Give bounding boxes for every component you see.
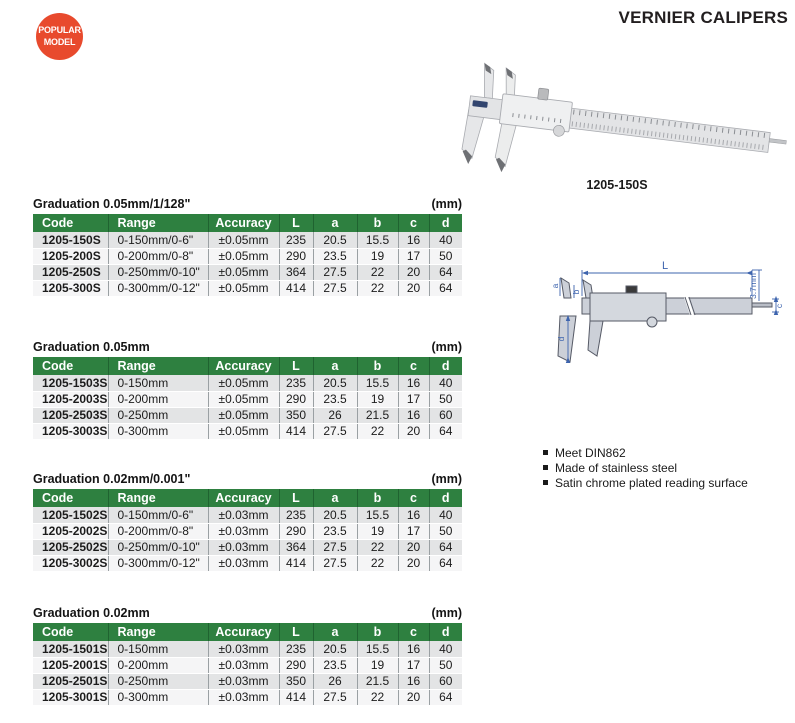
value-cell: 364 [279,264,313,280]
code-cell: 1205-3001S [33,689,108,705]
column-header-accuracy: Accuracy [208,214,279,232]
value-cell: 16 [398,375,429,391]
value-cell: 16 [398,232,429,248]
table-row [33,391,462,407]
value-cell: ±0.03mm [208,523,279,539]
value-cell: 27.5 [313,280,357,296]
dim-label-l: L [661,260,669,272]
column-header-b: b [357,623,398,641]
value-cell: ±0.03mm [208,657,279,673]
value-cell: 16 [398,507,429,523]
value-cell: 21.5 [357,673,398,689]
code-cell: 1205-3002S [33,555,108,571]
value-cell: ±0.05mm [208,232,279,248]
value-cell: 27.5 [313,689,357,705]
value-cell: 0-150mm [108,375,208,391]
feature-item [543,476,748,491]
value-cell: 64 [429,280,462,296]
value-cell: 414 [279,280,313,296]
spec-table-block [33,606,462,706]
table-title: Graduation 0.02mm [33,606,150,620]
value-cell: 21.5 [357,407,398,423]
table-title-row [33,472,462,486]
unit-label: (mm) [431,472,462,486]
table-row [33,423,462,439]
value-cell: 15.5 [357,641,398,657]
column-header-range: Range [108,623,208,641]
column-header-code: Code [33,623,108,641]
value-cell: 15.5 [357,232,398,248]
column-header-b: b [357,489,398,507]
column-header-a: a [313,489,357,507]
value-cell: 19 [357,523,398,539]
feature-text: Satin chrome plated reading surface [555,476,748,490]
value-cell: 0-200mm [108,657,208,673]
value-cell: 22 [357,555,398,571]
value-cell: 23.5 [313,657,357,673]
spec-table-block [33,197,462,297]
code-cell: 1205-1503S [33,375,108,391]
square-bullet-icon [543,465,548,470]
lock-screw [538,88,549,100]
value-cell: ±0.05mm [208,248,279,264]
value-cell: 0-250mm [108,407,208,423]
table-title-row [33,197,462,211]
table-row [33,507,462,523]
value-cell: 40 [429,232,462,248]
code-cell: 1205-1502S [33,507,108,523]
value-cell: 17 [398,523,429,539]
unit-label: (mm) [431,197,462,211]
column-header-code: Code [33,357,108,375]
value-cell: 0-250mm [108,673,208,689]
column-header-code: Code [33,214,108,232]
value-cell: 50 [429,248,462,264]
header-row [33,489,462,507]
column-header-c: c [398,357,429,375]
column-header-code: Code [33,489,108,507]
feature-text: Meet DIN862 [555,446,626,460]
column-header-accuracy: Accuracy [208,623,279,641]
value-cell: ±0.03mm [208,689,279,705]
caliper-body [460,62,792,178]
code-cell: 1205-2503S [33,407,108,423]
value-cell: 22 [357,539,398,555]
value-cell: 235 [279,375,313,391]
badge-line2: MODEL [43,36,76,47]
column-header-accuracy: Accuracy [208,357,279,375]
header-row [33,623,462,641]
value-cell: 0-300mm/0-12" [108,280,208,296]
column-header-b: b [357,357,398,375]
diagram-caliper-outline [558,278,772,362]
value-cell: 20 [398,280,429,296]
value-cell: 290 [279,248,313,264]
value-cell: 64 [429,423,462,439]
dim-label-d: d [556,336,566,342]
feature-item [543,446,748,461]
value-cell: 290 [279,523,313,539]
spec-table [33,623,462,706]
value-cell: 19 [357,657,398,673]
value-cell: 414 [279,555,313,571]
table-title-row [33,340,462,354]
table-title: Graduation 0.02mm/0.001" [33,472,191,486]
value-cell: 23.5 [313,248,357,264]
value-cell: 22 [357,423,398,439]
value-cell: 27.5 [313,555,357,571]
value-cell: 40 [429,375,462,391]
value-cell: 16 [398,673,429,689]
table-row [33,407,462,423]
value-cell: 22 [357,280,398,296]
value-cell: 64 [429,689,462,705]
column-header-a: a [313,357,357,375]
value-cell: 26 [313,407,357,423]
value-cell: 0-150mm [108,641,208,657]
unit-label: (mm) [431,340,462,354]
column-header-a: a [313,623,357,641]
value-cell: 20 [398,264,429,280]
column-header-l: L [279,214,313,232]
table-row [33,264,462,280]
code-cell: 1205-2501S [33,673,108,689]
value-cell: 350 [279,407,313,423]
value-cell: 50 [429,523,462,539]
table-row [33,641,462,657]
column-header-l: L [279,357,313,375]
value-cell: 15.5 [357,507,398,523]
header-row [33,214,462,232]
value-cell: 414 [279,423,313,439]
value-cell: 0-200mm/0-8" [108,523,208,539]
column-header-d: d [429,214,462,232]
table-row [33,689,462,705]
code-cell: 1205-3003S [33,423,108,439]
dim-label-rod: 3.7mm [748,273,758,299]
value-cell: 0-300mm/0-12" [108,555,208,571]
value-cell: ±0.05mm [208,423,279,439]
depth-rod [769,139,786,145]
feature-item [543,461,748,476]
value-cell: 15.5 [357,375,398,391]
page-title: VERNIER CALIPERS [618,8,788,27]
value-cell: ±0.05mm [208,280,279,296]
value-cell: 350 [279,673,313,689]
code-cell: 1205-150S [33,232,108,248]
code-cell: 1205-300S [33,280,108,296]
value-cell: ±0.03mm [208,555,279,571]
value-cell: 0-200mm [108,391,208,407]
value-cell: 23.5 [313,523,357,539]
column-header-l: L [279,623,313,641]
value-cell: 0-250mm/0-10" [108,539,208,555]
spec-table [33,214,462,297]
code-cell: 1205-2502S [33,539,108,555]
square-bullet-icon [543,480,548,485]
value-cell: 40 [429,641,462,657]
value-cell: 0-200mm/0-8" [108,248,208,264]
value-cell: 64 [429,555,462,571]
table-title: Graduation 0.05mm/1/128" [33,197,191,211]
value-cell: 50 [429,657,462,673]
unit-label: (mm) [431,606,462,620]
spec-table [33,489,462,572]
value-cell: 64 [429,539,462,555]
value-cell: ±0.03mm [208,673,279,689]
value-cell: 0-300mm [108,423,208,439]
value-cell: 0-250mm/0-10" [108,264,208,280]
column-header-a: a [313,214,357,232]
value-cell: 17 [398,391,429,407]
dim-label-c: c [774,303,784,309]
value-cell: 16 [398,407,429,423]
value-cell: 20 [398,555,429,571]
value-cell: 19 [357,391,398,407]
column-header-d: d [429,489,462,507]
dimension-diagram [540,246,795,374]
spec-table-block [33,340,462,440]
caliper-photo [442,50,792,178]
value-cell: 0-150mm/0-6" [108,507,208,523]
feature-text: Made of stainless steel [555,461,678,475]
spec-table [33,357,462,440]
value-cell: 20 [398,539,429,555]
column-header-l: L [279,489,313,507]
value-cell: ±0.03mm [208,641,279,657]
value-cell: 235 [279,232,313,248]
code-cell: 1205-2003S [33,391,108,407]
column-header-range: Range [108,489,208,507]
value-cell: 22 [357,689,398,705]
value-cell: 40 [429,507,462,523]
value-cell: ±0.03mm [208,507,279,523]
code-cell: 1205-2001S [33,657,108,673]
column-header-c: c [398,489,429,507]
value-cell: 20.5 [313,507,357,523]
table-title: Graduation 0.05mm [33,340,150,354]
header-row [33,357,462,375]
column-header-d: d [429,623,462,641]
value-cell: 20 [398,689,429,705]
value-cell: 20.5 [313,232,357,248]
column-header-range: Range [108,214,208,232]
value-cell: 27.5 [313,423,357,439]
table-title-row [33,606,462,620]
table-row [33,523,462,539]
product-code-caption: 1205-150S [586,178,648,192]
column-header-b: b [357,214,398,232]
value-cell: ±0.05mm [208,407,279,423]
table-row [33,539,462,555]
column-header-d: d [429,357,462,375]
dim-label-b: b [571,289,581,295]
table-row [33,673,462,689]
value-cell: 19 [357,248,398,264]
value-cell: ±0.05mm [208,391,279,407]
badge-line1: POPULAR [38,25,81,36]
popular-model-badge [36,13,83,60]
value-cell: 27.5 [313,264,357,280]
value-cell: 0-300mm [108,689,208,705]
value-cell: 414 [279,689,313,705]
value-cell: ±0.05mm [208,375,279,391]
code-cell: 1205-250S [33,264,108,280]
value-cell: 20 [398,423,429,439]
table-row [33,375,462,391]
value-cell: 235 [279,641,313,657]
square-bullet-icon [543,450,548,455]
value-cell: 290 [279,391,313,407]
value-cell: 23.5 [313,391,357,407]
value-cell: 364 [279,539,313,555]
value-cell: 235 [279,507,313,523]
table-row [33,280,462,296]
dim-label-a: a [550,283,560,289]
value-cell: 20.5 [313,375,357,391]
code-cell: 1205-1501S [33,641,108,657]
value-cell: 60 [429,673,462,689]
column-header-c: c [398,623,429,641]
table-row [33,555,462,571]
feature-list [543,446,748,491]
column-header-c: c [398,214,429,232]
value-cell: ±0.05mm [208,264,279,280]
column-header-accuracy: Accuracy [208,489,279,507]
value-cell: 17 [398,657,429,673]
value-cell: 20.5 [313,641,357,657]
value-cell: 27.5 [313,539,357,555]
value-cell: 50 [429,391,462,407]
value-cell: 64 [429,264,462,280]
value-cell: 16 [398,641,429,657]
value-cell: 26 [313,673,357,689]
value-cell: 60 [429,407,462,423]
table-row [33,232,462,248]
column-header-range: Range [108,357,208,375]
value-cell: 17 [398,248,429,264]
value-cell: 290 [279,657,313,673]
code-cell: 1205-200S [33,248,108,264]
value-cell: 0-150mm/0-6" [108,232,208,248]
code-cell: 1205-2002S [33,523,108,539]
table-row [33,248,462,264]
value-cell: 22 [357,264,398,280]
spec-table-block [33,472,462,572]
table-row [33,657,462,673]
value-cell: ±0.03mm [208,539,279,555]
